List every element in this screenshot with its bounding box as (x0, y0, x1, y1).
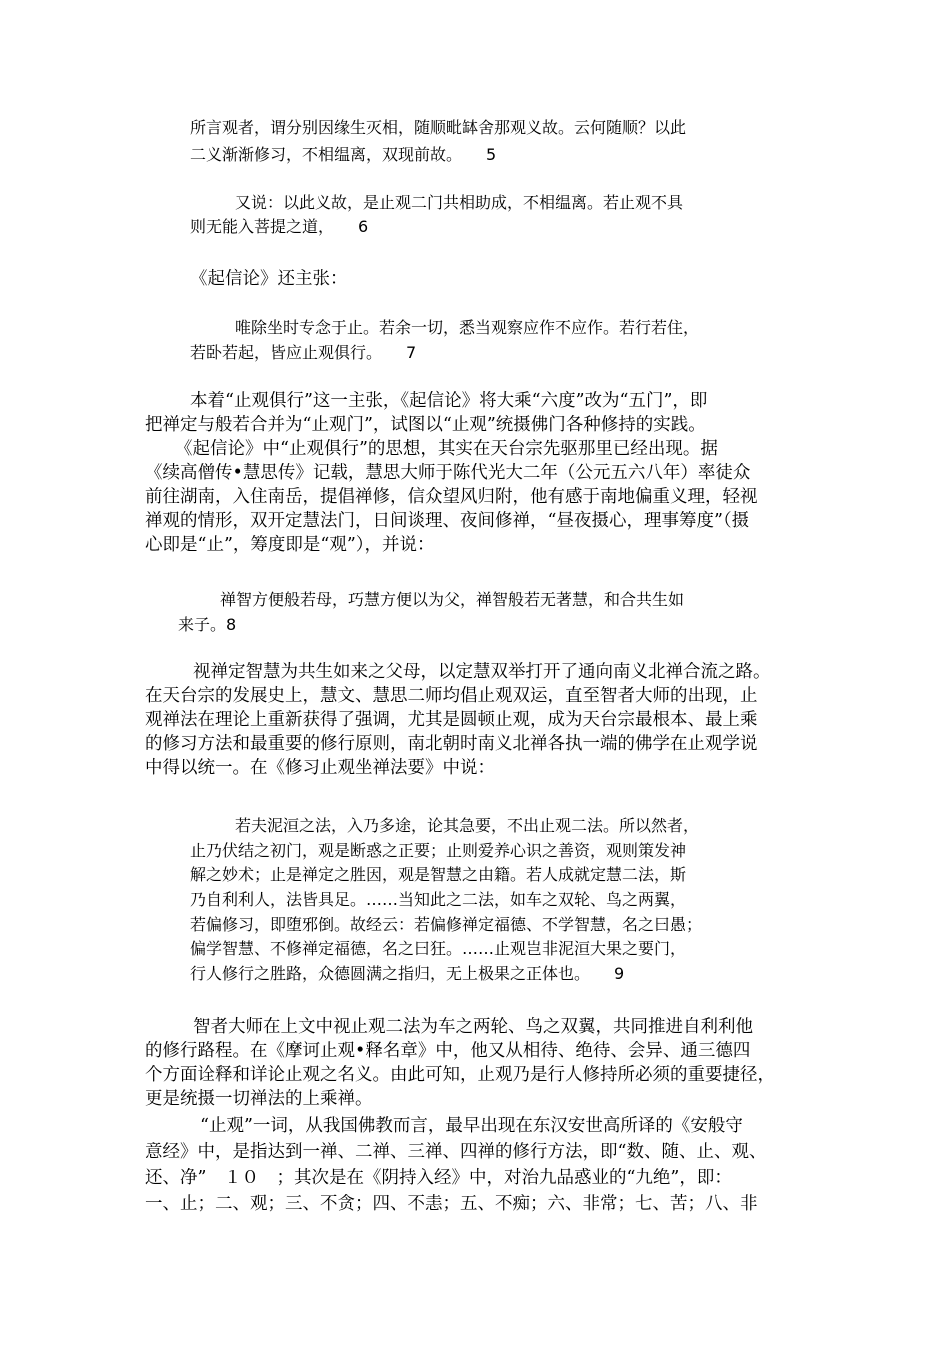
paragraph-line: 心即是“止”，筹度即是“观”），并说： (145, 535, 435, 555)
paragraph-line: 视禅定智慧为共生如来之父母，以定慧双举打开了通向南义北禅合流之路。 (193, 662, 771, 682)
paragraph-line: 的修行路程。在《摩诃止观•释名章》中，他又从相待、绝待、会异、通三德四 (145, 1041, 751, 1061)
quote-line: 若夫泥洹之法，入乃多途，论其急要，不出止观二法。所以然者， (235, 816, 700, 835)
quote-line: 唯除坐时专念于止。若余一切，悉当观察应作不应作。若行若住， (235, 318, 700, 337)
paragraph-line: 智者大师在上文中视止观二法为车之两轮、鸟之双翼，共同推进自利利他 (193, 1017, 753, 1037)
paragraph-line: 在天台宗的发展史上，慧文、慧思二师均倡止观双运，直至智者大师的出现，止 (145, 686, 758, 706)
paragraph-line: 前往湖南，入住南岳，提倡禅修，信众望风归附，他有感于南地偏重义理，轻视 (145, 487, 758, 507)
paragraph-line: 更是统摄一切禅法的上乘禅。 (145, 1089, 373, 1109)
paragraph-line: 还、净” １０ ；其次是在《阴持入经》中，对治九品惑业的“九绝”，即： (145, 1168, 732, 1188)
paragraph-line: 意经》中，是指达到一禅、二禅、三禅、四禅的修行方法，即“数、随、止、观、 (145, 1142, 767, 1162)
quote-line: 二义渐渐修习，不相缊离，双现前故。 5 (190, 145, 497, 164)
paragraph-line: “止观”一词，从我国佛教而言，最早出现在东汉安世高所译的《安般守 (200, 1116, 743, 1136)
quote-line: 所言观者，谓分别因缘生灭相，随顺毗缽舍那观义故。云何随顺？以此 (190, 118, 687, 137)
quote-line: 偏学智慧、不修禅定福德，名之曰狂。……止观岂非泥洹大果之要门， (190, 939, 687, 958)
paragraph-line: 一、止；二、观；三、不贪；四、不恚；五、不痴；六、非常；七、苦；八、非 (145, 1194, 758, 1214)
paragraph-line: 中得以统一。在《修习止观坐禅法要》中说： (145, 758, 495, 778)
paragraph-line: 本着“止观俱行”这一主张，《起信论》将大乘“六度”改为“五门”，即 (190, 391, 708, 411)
paragraph-line: 观禅法在理论上重新获得了强调，尤其是圆顿止观，成为天台宗最根本、最上乘 (145, 710, 758, 730)
paragraph-line: 《起信论》还主张： (190, 269, 348, 289)
paragraph-line: 禅观的情形，双开定慧法门，日间谈理、夜间修禅，“昼夜摄心，理事筹度”（摄 (145, 511, 750, 531)
quote-line: 禅智方便般若母，巧慧方便以为父，禅智般若无著慧，和合共生如 (220, 590, 685, 609)
quote-line: 行人修行之胜路，众德圆满之指归，无上极果之正体也。 9 (190, 964, 625, 983)
paragraph-line: 个方面诠释和详论止观之名义。由此可知，止观乃是行人修持所必须的重要捷径， (145, 1065, 775, 1085)
quote-line: 解之妙术；止是禅定之胜因，观是智慧之由籍。若人成就定慧二法，斯 (190, 865, 687, 884)
quote-line: 来子。8 (178, 615, 237, 634)
paragraph-line: 的修习方法和最重要的修行原则，南北朝时南义北禅各执一端的佛学在止观学说 (145, 734, 758, 754)
quote-line: 乃自利利人，法皆具足。……当知此之二法，如车之双轮、鸟之两翼， (190, 890, 687, 909)
paragraph-line: 《起信论》中“止观俱行”的思想，其实在天台宗先驱那里已经出现。据 (175, 439, 718, 459)
quote-line: 又说：以此义故，是止观二门共相助成，不相缊离。若止观不具 (235, 193, 684, 212)
quote-line: 则无能入菩提之道， 6 (190, 217, 369, 236)
quote-line: 若偏修习，即堕邪倒。故经云：若偏修禅定福德、不学智慧，名之曰愚； (190, 915, 703, 934)
quote-line: 若卧若起，皆应止观俱行。 7 (190, 343, 417, 362)
paragraph-line: 把禅定与般若合并为“止观门”，试图以“止观”统摄佛门各种修持的实践。 (145, 415, 706, 435)
paragraph-line: 《续高僧传•慧思传》记载，慧思大师于陈代光大二年（公元五六八年）率徒众 (145, 463, 751, 483)
quote-line: 止乃伏结之初门，观是断惑之正要；止则爱养心识之善资，观则策发神 (190, 841, 687, 860)
